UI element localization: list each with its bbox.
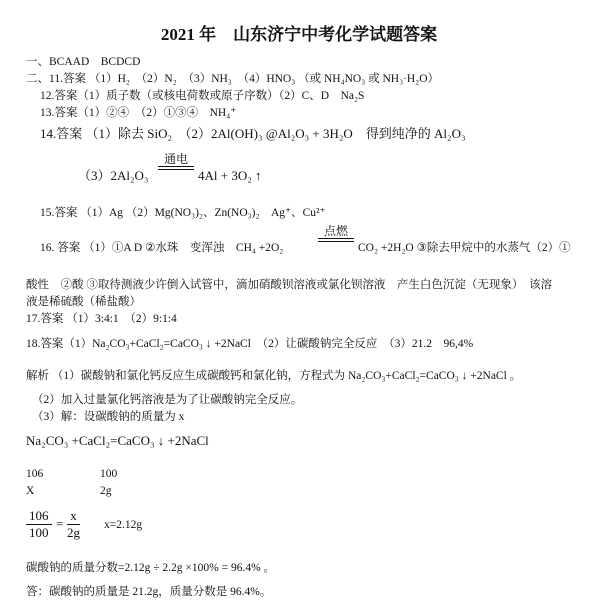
fraction-numerator: 106 <box>26 508 52 525</box>
fraction-right <box>64 508 83 541</box>
page-title: 2021 年 山东济宁中考化学试题答案 <box>160 25 438 44</box>
answer-q16-cont: 酸性 ②酸 ③取待测液少许倒入试管中，滴加硝酸钡溶液或氯化钡溶液 产生白色沉淀（无现象） 该溶 <box>26 279 553 291</box>
answer-q14-part3-left: （3）2Al₂O₃ <box>78 168 149 183</box>
double-equals-bar <box>158 166 194 170</box>
answer-q12: 12.答案（1）质子数（或核电荷数或原子序数）（2）C、D Na₂S <box>40 90 365 102</box>
ignition-condition <box>318 225 354 242</box>
equals-sign: = <box>56 516 64 531</box>
fraction-numerator: x <box>67 508 80 525</box>
analysis-part2: （2）加入过量氯化钙溶液是为了让碳酸钠完全反应。 <box>32 394 303 406</box>
fraction-denominator: 100 <box>29 525 49 540</box>
electrolysis-condition <box>158 153 194 170</box>
fraction-denominator: 2g <box>67 525 80 540</box>
molar-mass-b: 100 <box>100 468 118 480</box>
answer-q15: 15.答案 （1）Ag （2）Mg(NO₃)₂、Zn(NO₃)₂ Ag⁺、Cu²⁺ <box>40 207 326 219</box>
answer-q13: 13.答案（1）②④ （2）①③④ NH₄⁺ <box>40 107 237 119</box>
mass-fraction: 碳酸钠的质量分数=2.12g ÷ 2.2g ×100% = 96.4% 。 <box>26 562 276 574</box>
unknown-x: X <box>26 485 35 497</box>
condition-label: 通电 <box>163 152 188 166</box>
x-result: x=2.12g <box>104 519 143 531</box>
answer-q14-part3-right: 4Al + 3O₂ ↑ <box>198 168 262 183</box>
answer-q16-right: CO₂ +2H₂O ③除去甲烷中的水蒸气（2）① <box>358 242 571 254</box>
condition-label: 点燃 <box>323 224 348 238</box>
answer-q16-cont2: 液是稀硫酸（稀盐酸） <box>26 296 141 308</box>
answer-q14: 14.答案 （1）除去 SiO₂ （2）2Al(OH)₃ @Al₂O₃ + 3H₂O 得到纯净的 Al₂O₃ <box>40 126 466 141</box>
analysis-part3: （3）解：设碳酸钠的质量为 x <box>32 411 185 423</box>
answer-q17: 17.答案 （1）3:4:1 （2）9:1:4 <box>26 313 177 325</box>
analysis-part1: 解析 （1）碳酸钠和氯化钙反应生成碳酸钙和氯化钠，方程式为 Na₂CO₃+CaCl₂=CaCO₃ ↓ +2NaCl 。 <box>26 370 522 382</box>
answer-q11: 二、11.答案 （1）H₂ （2）N₂ （3）NH₃ （4）HNO₃ （或 NH₄NO₃ 或 NH₃·H₂O） <box>26 73 440 85</box>
fraction-left <box>26 508 52 541</box>
mass-2g: 2g <box>100 485 112 497</box>
answer-q18: 18.答案（1）Na₂CO₃+CaCl₂=CaCO₃ ↓ +2NaCl （2）让碳酸钠完全反应 （3）21.2 96,4% <box>26 338 474 350</box>
answer-q16-left: 16. 答案 （1）①A D ②水珠 变浑浊 CH₄ +2O₂ <box>40 242 284 254</box>
final-answer: 答：碳酸钠的质量是 21.2g，质量分数是 96.4%。 <box>26 586 272 598</box>
equation: Na₂CO₃ +CaCl₂=CaCO₃ ↓ +2NaCl <box>26 433 209 448</box>
double-equals-bar <box>318 238 354 242</box>
molar-mass-a: 106 <box>26 468 44 480</box>
answer-section-1: 一、BCAAD BCDCD <box>26 56 141 68</box>
